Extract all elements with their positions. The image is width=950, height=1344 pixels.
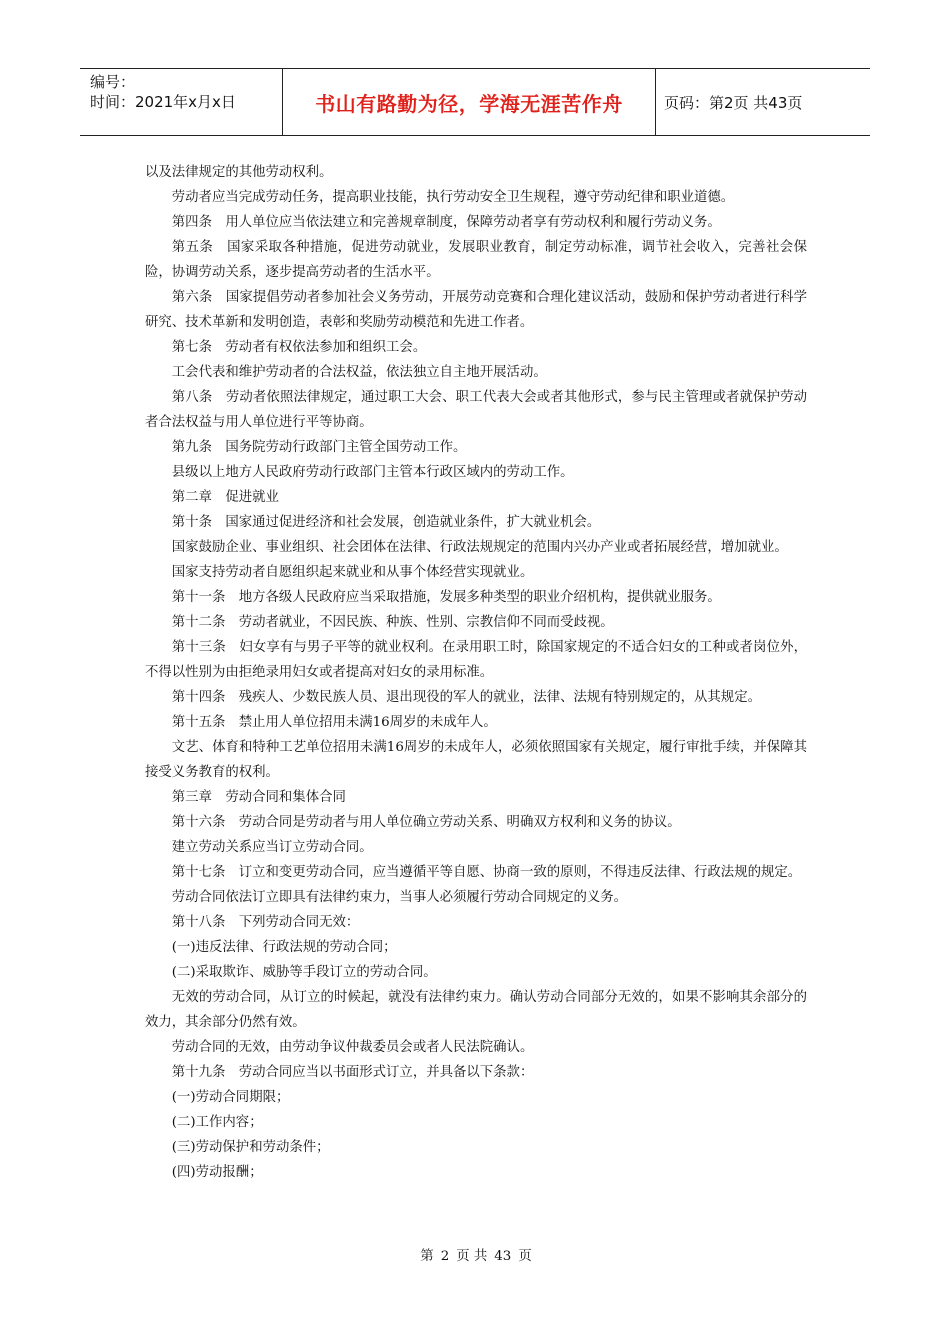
body-paragraph: 劳动者应当完成劳动任务，提高职业技能，执行劳动安全卫生规程，遵守劳动纪律和职业道德。 [171,190,735,205]
body-paragraph: 第十六条 劳动合同是劳动者与用人单位确立劳动关系、明确双方权利和义务的协议。 [171,815,681,830]
body-paragraph: 第七条 劳动者有权依法参加和组织工会。 [171,340,427,355]
body-paragraph: 第九条 国务院劳动行政部门主管全国劳动工作。 [171,440,467,455]
header-page-label: 页码：第2页 共43页 [664,93,803,112]
body-paragraph: 第五条 国家采取各种措施，促进劳动就业，发展职业教育，制定劳动标准，调节社会收入，完善社会保险，协调劳动关系，逐步提高劳动者的生活水平。 [145,240,807,280]
document-date-label: 时间：2021年x月x日 [90,93,236,111]
body-paragraph: 文艺、体育和特种工艺单位招用未满16周岁的未成年人，必须依照国家有关规定，履行审批手续，并保障其接受义务教育的权利。 [145,740,807,780]
body-paragraph: (四)劳动报酬； [171,1165,263,1180]
body-paragraph: 工会代表和维护劳动者的合法权益，依法独立自主地开展活动。 [171,365,547,380]
body-paragraph: 第十五条 禁止用人单位招用未满16周岁的未成年人。 [171,715,497,730]
page-header [80,68,870,136]
body-paragraph: 第四条 用人单位应当依法建立和完善规章制度，保障劳动者享有劳动权利和履行劳动义务。 [171,215,721,230]
document-number-label: 编号： [90,73,136,91]
footer-total-pages: 43 [494,1249,512,1264]
body-paragraph: 第十八条 下列劳动合同无效： [171,915,360,930]
body-paragraph: 以及法律规定的其他劳动权利。 [145,165,333,180]
footer-suffix: 页 [518,1249,532,1264]
body-paragraph: (一)违反法律、行政法规的劳动合同； [171,940,397,955]
body-paragraph: 无效的劳动合同，从订立的时候起，就没有法律约束力。确认劳动合同部分无效的，如果不影响其余部分的效力，其余部分仍然有效。 [145,990,807,1030]
header-motto: 书山有路勤为径，学海无涯苦作舟 [283,69,656,135]
body-paragraph: 第三章 劳动合同和集体合同 [171,790,346,805]
body-paragraph: 县级以上地方人民政府劳动行政部门主管本行政区域内的劳动工作。 [171,465,574,480]
body-paragraph: 第六条 国家提倡劳动者参加社会义务劳动，开展劳动竞赛和合理化建议活动，鼓励和保护劳动者进行科学研究、技术革新和发明创造，表彰和奖励劳动模范和先进工作者。 [145,290,807,330]
body-paragraph: (二)工作内容； [171,1115,263,1130]
document-body [145,160,807,1185]
body-paragraph: (一)劳动合同期限； [171,1090,290,1105]
body-paragraph: 第二章 促进就业 [171,490,279,505]
body-paragraph: 第十条 国家通过促进经济和社会发展，创造就业条件，扩大就业机会。 [171,515,601,530]
body-paragraph: 建立劳动关系应当订立劳动合同。 [171,840,373,855]
body-paragraph: (二)采取欺诈、威胁等手段订立的劳动合同。 [171,965,437,980]
footer-middle: 页 共 [456,1249,488,1264]
body-paragraph: 国家鼓励企业、事业组织、社会团体在法律、行政法规规定的范围内兴办产业或者拓展经营，增加就业。 [171,540,788,555]
body-paragraph: 第十三条 妇女享有与男子平等的就业权利。在录用职工时，除国家规定的不适合妇女的工种或者岗位外，不得以性别为由拒绝录用妇女或者提高对妇女的录用标准。 [145,640,807,680]
body-paragraph: 劳动合同依法订立即具有法律约束力，当事人必须履行劳动合同规定的义务。 [171,890,628,905]
header-meta [80,69,283,135]
body-paragraph: 第十七条 订立和变更劳动合同，应当遵循平等自愿、协商一致的原则，不得违反法律、行政法规的规定。 [171,865,802,880]
body-paragraph: 第八条 劳动者依照法律规定，通过职工大会、职工代表大会或者其他形式，参与民主管理或者就保护劳动者合法权益与用人单位进行平等协商。 [145,390,807,430]
footer-current-page: 2 [440,1249,450,1264]
body-paragraph: 劳动合同的无效，由劳动争议仲裁委员会或者人民法院确认。 [171,1040,534,1055]
body-paragraph: 第十四条 残疾人、少数民族人员、退出现役的军人的就业，法律、法规有特别规定的，从其规定。 [171,690,761,705]
body-paragraph: (三)劳动保护和劳动条件； [171,1140,330,1155]
page-footer [0,1245,950,1264]
body-paragraph: 第十二条 劳动者就业，不因民族、种族、性别、宗教信仰不同而受歧视。 [171,615,614,630]
footer-prefix: 第 [420,1249,434,1264]
body-paragraph: 国家支持劳动者自愿组织起来就业和从事个体经营实现就业。 [171,565,534,580]
body-paragraph: 第十一条 地方各级人民政府应当采取措施，发展多种类型的职业介绍机构，提供就业服务。 [171,590,721,605]
body-paragraph: 第十九条 劳动合同应当以书面形式订立，并具备以下条款： [171,1065,534,1080]
